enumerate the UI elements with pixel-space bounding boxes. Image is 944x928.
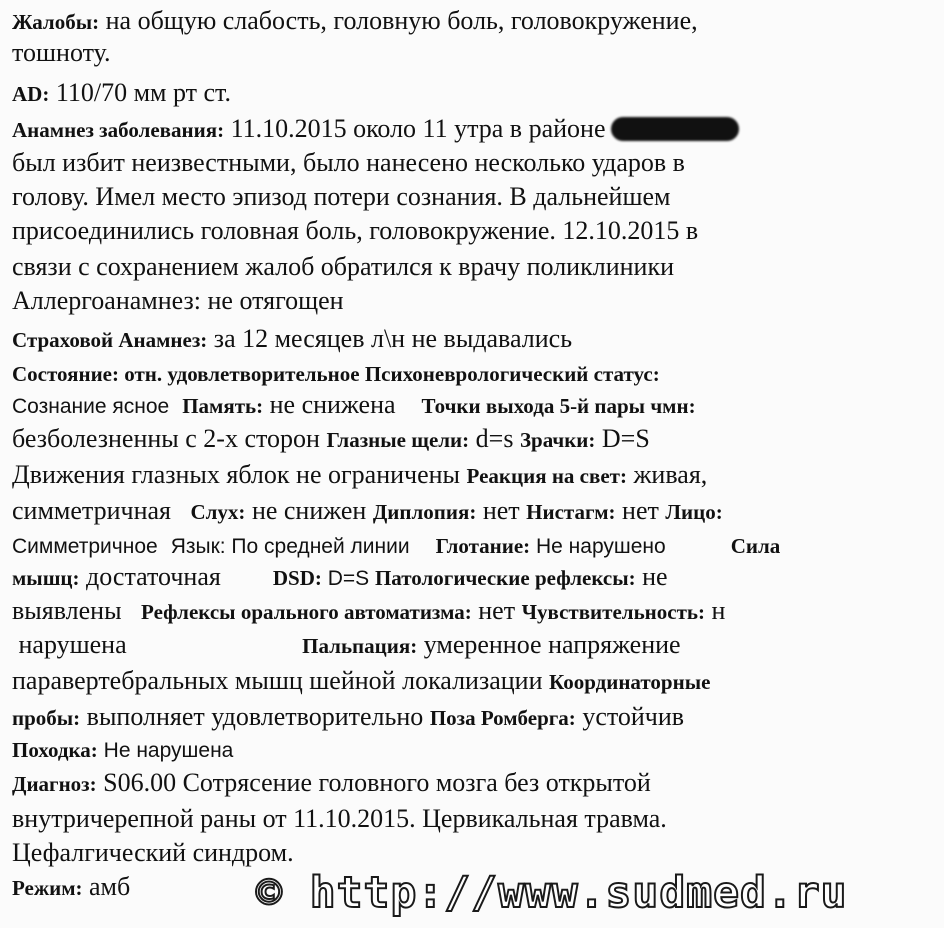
light-reaction-label: Реакция на свет: — [466, 464, 627, 488]
neuro-line-6 — [12, 562, 668, 594]
neuro-line-7 — [12, 596, 725, 627]
neuro-line-9 — [12, 666, 710, 697]
diagnosis-line-1 — [12, 768, 651, 799]
anamnesis-line-2 — [12, 148, 685, 178]
regime-line — [12, 872, 130, 903]
allergy-line — [12, 286, 344, 316]
pupils-label: Зрачки: — [519, 428, 596, 452]
palpation-label: Пальпация: — [302, 634, 418, 658]
neuro-line-4 — [12, 496, 723, 527]
redaction-mark — [611, 117, 739, 141]
romberg-label: Поза Ромберга: — [429, 706, 576, 730]
anamnesis-line-3 — [12, 182, 670, 212]
gait-line — [12, 734, 233, 766]
anamnesis-text: 11.10.2015 около 11 утра в районе — [224, 114, 606, 143]
ad-label: AD: — [12, 82, 50, 106]
state-label: Состояние: отн. удовлетворительное Психоневрологический статус: — [12, 362, 660, 386]
eye-slits-label: Глазные щели: — [326, 428, 470, 452]
palpation-value: умеренное напряжение — [417, 630, 681, 659]
diagnosis-line-3 — [12, 838, 294, 868]
gait-value: Не нарушена — [97, 739, 234, 762]
anamnesis-line-1 — [12, 114, 739, 145]
neuro-line-1 — [12, 390, 696, 422]
face-value: Симметричное — [12, 535, 158, 558]
sensitivity-label: Чувствительность: — [521, 600, 706, 624]
ad-line — [12, 78, 231, 109]
watermark-link[interactable]: © http://www.sudmed.ru — [256, 868, 848, 918]
complaints-label: Жалобы: — [12, 10, 100, 34]
complaints-line-2 — [12, 38, 111, 68]
diplopia-value: нет — [476, 496, 527, 525]
neuro-line-8 — [12, 630, 681, 661]
hearing-value: не снижен — [245, 496, 373, 525]
anamnesis-line-4 — [12, 216, 698, 246]
coordination-label-2: пробы: — [12, 706, 81, 730]
diagnosis-line-2 — [12, 804, 667, 834]
complaints-text: на общую слабость, головную боль, головокружение, — [99, 6, 698, 35]
neuro-line-3 — [12, 460, 707, 491]
pathological-reflex-value: не — [635, 562, 668, 591]
nystagmus-label: Нистагм: — [526, 500, 616, 524]
oral-reflex-label: Рефлексы орального автоматизма: — [141, 600, 472, 624]
anamnesis-label: Анамнез заболевания: — [12, 118, 225, 142]
regime-label: Режим: — [12, 876, 83, 900]
coordination-value: выполняет удовлетворительно — [80, 702, 430, 731]
insurance-label: Страховой Анамнез: — [12, 328, 208, 352]
diagnosis-label: Диагноз: — [12, 772, 97, 796]
oral-reflex-value: нет — [471, 596, 522, 625]
symmetric-text: симметричная — [12, 496, 178, 525]
pathological-reflex-value-2: выявлены — [12, 596, 129, 625]
complaints-text-cont: тошноту. — [12, 38, 111, 67]
anamnesis-line-5 — [12, 252, 674, 282]
neuro-line-5 — [12, 530, 780, 562]
memory-value: не снижена — [263, 390, 396, 419]
insurance-line — [12, 324, 572, 355]
memory-label: Память: — [182, 394, 264, 418]
romberg-value: устойчив — [575, 702, 685, 731]
strength-label-2: мышц: — [12, 566, 80, 590]
state-line — [12, 358, 660, 389]
anamnesis-text-3: голову. Имел место эпизод потери сознания. В дальнейшем — [12, 182, 671, 211]
consciousness-text: Сознание ясное — [12, 395, 170, 418]
sensitivity-value: н — [705, 596, 726, 625]
anamnesis-text-4: присоединились головная боль, головокружение. 12.10.2015 в — [12, 216, 699, 245]
diagnosis-text-3: Цефалгический синдром. — [12, 838, 294, 867]
anamnesis-text-2: был избит неизвестными, было нанесено несколько ударов в — [12, 148, 685, 177]
eye-movements-text: Движения глазных яблок не ограничены — [12, 460, 467, 489]
strength-value: достаточная — [79, 562, 221, 591]
diagnosis-text-2: внутричерепной раны от 11.10.2015. Цервикальная травма. — [12, 804, 667, 833]
pupils-value: D=S — [595, 424, 650, 453]
tongue-text: Язык: По средней линии — [170, 535, 410, 558]
neuro-line-2 — [12, 424, 650, 455]
complaints-line-1 — [12, 6, 698, 37]
strength-label: Сила — [730, 534, 781, 558]
regime-value: амб — [82, 872, 131, 901]
sensitivity-value-2: нарушена — [18, 630, 127, 659]
dsd-value: D=S — [321, 567, 375, 590]
anamnesis-text-5: связи с сохранением жалоб обратился к врачу поликлиники — [12, 252, 674, 281]
diagnosis-text: S06.00 Сотрясение головного мозга без открытой — [96, 768, 651, 797]
pathological-reflex-label: Патологические рефлексы: — [374, 566, 636, 590]
painless-text: безболезненны с 2-х сторон — [12, 424, 327, 453]
hearing-label: Слух: — [190, 500, 246, 524]
swallowing-label: Глотание: — [435, 534, 531, 558]
nystagmus-value: нет — [615, 496, 666, 525]
insurance-text: за 12 месяцев л\н не выдавались — [207, 324, 573, 353]
light-reaction-value: живая, — [626, 460, 708, 489]
ad-value: 110/70 мм рт ст. — [49, 78, 231, 107]
dsd-label: DSD: — [272, 566, 322, 590]
gait-label: Походка: — [12, 738, 98, 762]
face-label: Лицо: — [665, 500, 723, 524]
diplopia-label: Диплопия: — [372, 500, 477, 524]
neuro-line-10 — [12, 702, 684, 733]
exit-points-label: Точки выхода 5-й пары чмн: — [421, 394, 696, 418]
allergy-text: Аллергоанамнез: не отягощен — [12, 286, 344, 315]
swallowing-value: Не нарушено — [530, 535, 666, 558]
eye-slits-value: d=s — [469, 424, 520, 453]
paravertebral-text: паравертебральных мышц шейной локализации — [12, 666, 550, 695]
coordination-label: Координаторные — [549, 670, 711, 694]
